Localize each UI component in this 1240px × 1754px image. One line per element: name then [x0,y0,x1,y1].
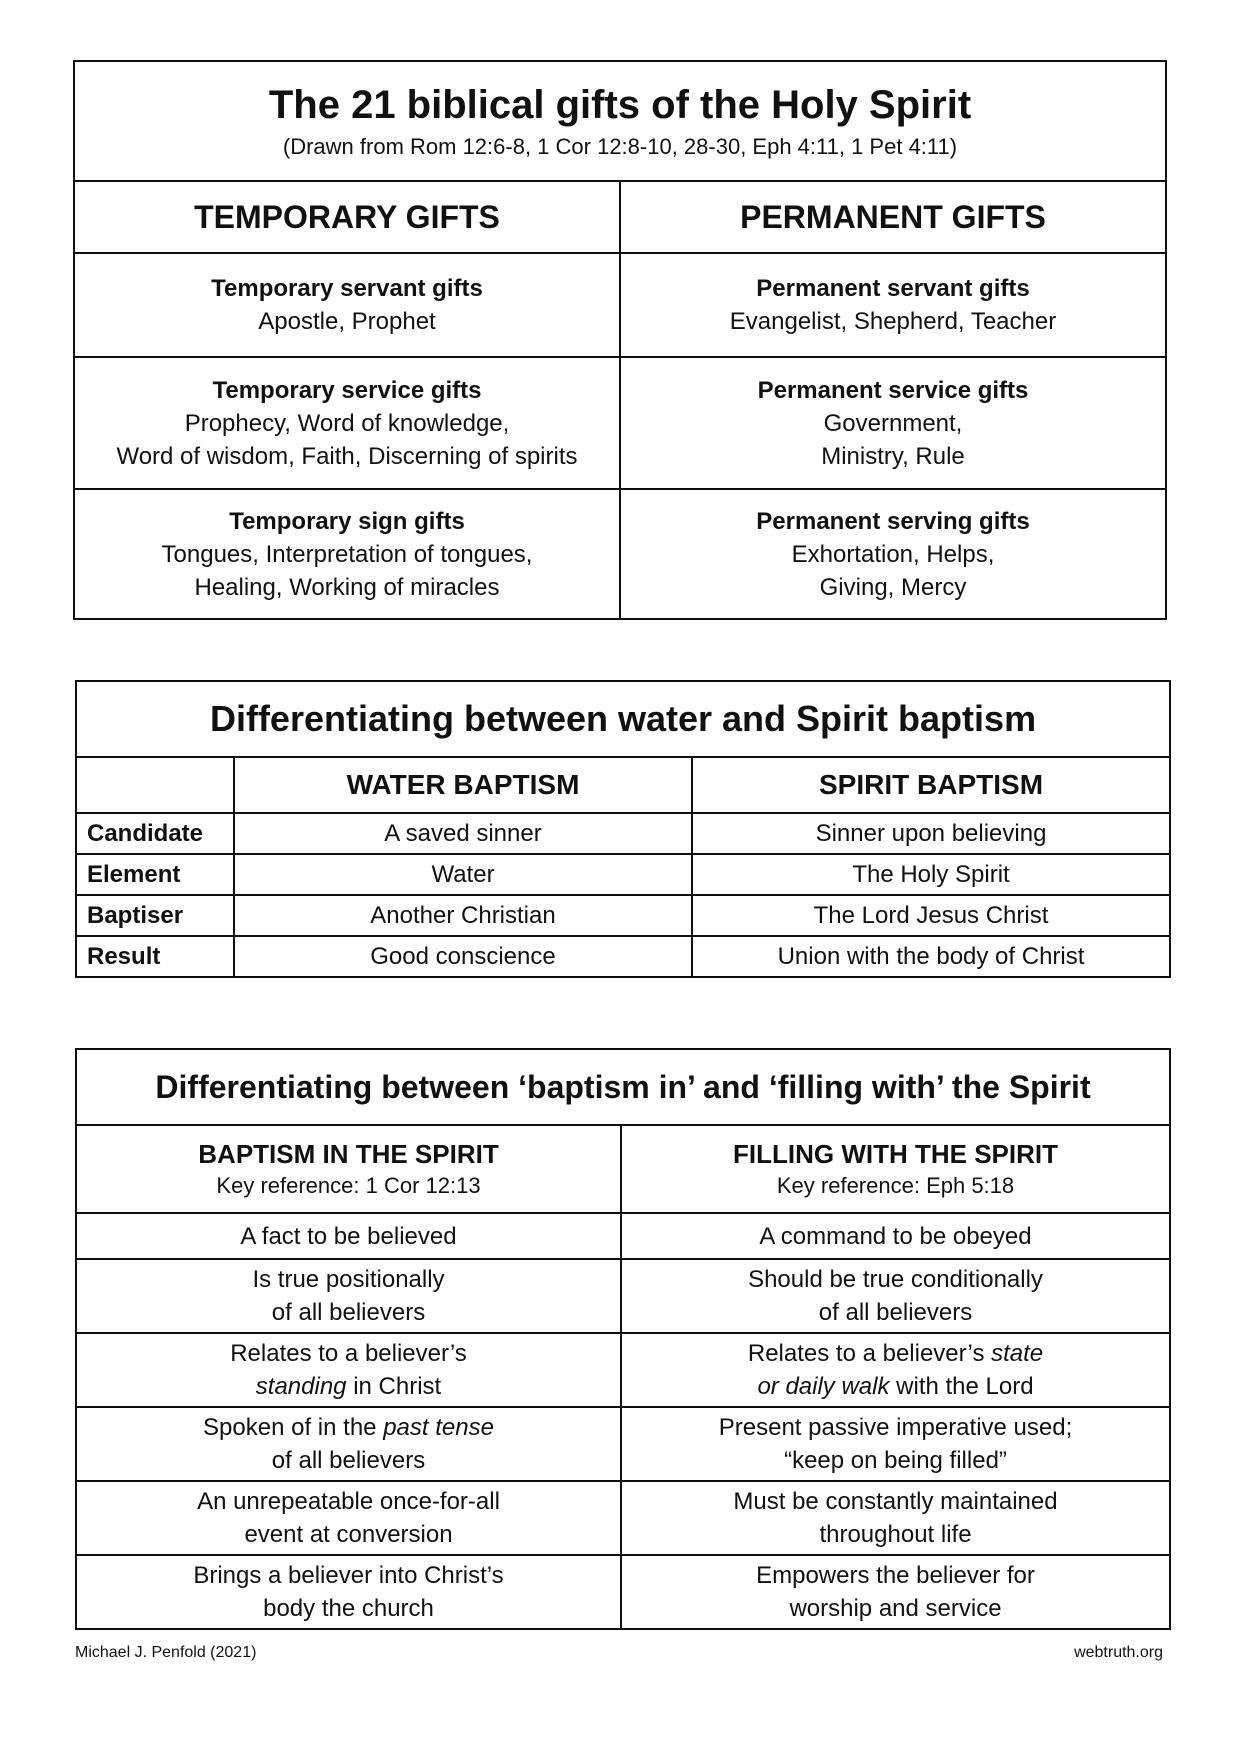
gift-category: Permanent serving gifts [756,507,1030,535]
gift-list: Prophecy, Word of knowledge, [184,409,510,437]
baptism-cell [76,1481,621,1555]
gift-list: Word of wisdom, Faith, Discerning of spirits [116,442,578,470]
spirit-cell: Sinner upon believing [692,813,1170,854]
footer-site: webtruth.org [1074,1644,1163,1661]
cell-line: of all believers [271,1447,426,1474]
cell-line: Should be true conditionally [748,1266,1043,1293]
table-row [76,854,1170,895]
cell-line [622,1337,1169,1370]
cell-line: worship and service [789,1595,1002,1622]
row-label: Result [76,936,234,977]
baptism-table [75,680,1171,978]
emphasis-text: past tense [383,1414,494,1441]
cell-line [77,1411,620,1444]
cell-line: “keep on being filled” [784,1447,1007,1474]
gift-list: Tongues, Interpretation of tongues, [161,540,533,568]
temporary-gifts-header: TEMPORARY GIFTS [74,181,620,253]
baptism-cell: A fact to be believed [76,1213,621,1259]
table-row [76,813,1170,854]
cell-line: Relates to a believer’s [230,1340,467,1367]
cell-text: Spoken of in the [203,1414,384,1441]
filling-cell [621,1481,1170,1555]
filling-cell [621,1407,1170,1481]
baptism-cell [76,1407,621,1481]
water-cell: Another Christian [234,895,692,936]
filling-cell [621,1259,1170,1333]
column-heading: FILLING WITH THE SPIRIT [733,1139,1058,1169]
cell-text: Relates to a believer’s [747,1340,992,1367]
cell-line: Is true positionally [252,1266,445,1293]
table-row [76,1333,1170,1407]
gift-cell [620,357,1166,489]
table-row [76,1481,1170,1555]
cell-text: in Christ [346,1373,442,1400]
baptism-cell [76,1259,621,1333]
gifts-title: The 21 biblical gifts of the Holy Spirit [268,83,972,127]
gifts-subtitle: (Drawn from Rom 12:6-8, 1 Cor 12:8-10, 28-30, Eph 4:11, 1 Pet 4:11) [282,134,958,159]
table-row [76,1213,1170,1259]
gift-category: Temporary sign gifts [229,507,465,535]
table-row [76,936,1170,977]
gift-cell [620,489,1166,619]
spirit-cell: Union with the body of Christ [692,936,1170,977]
filling-table [75,1048,1171,1630]
cell-line [77,1370,620,1403]
table-row [76,1407,1170,1481]
footer-author: Michael J. Penfold (2021) [75,1644,257,1661]
key-reference: Key reference: 1 Cor 12:13 [216,1173,481,1198]
cell-line: body the church [263,1595,434,1622]
emphasis-text: standing [255,1373,347,1400]
emphasis-text: or daily walk [757,1373,890,1400]
water-baptism-header: WATER BAPTISM [234,757,692,813]
row-label: Element [76,854,234,895]
baptism-cell [76,1555,621,1629]
permanent-gifts-header: PERMANENT GIFTS [620,181,1166,253]
empty-header-cell [76,757,234,813]
gift-category: Permanent service gifts [757,376,1029,404]
filling-with-spirit-header [621,1125,1170,1213]
gift-list: Evangelist, Shepherd, Teacher [729,308,1057,335]
cell-line: throughout life [819,1521,972,1548]
filling-title: Differentiating between ‘baptism in’ and ‘filling with’ the Spirit [76,1049,1170,1125]
gift-list: Apostle, Prophet [258,308,436,335]
cell-line: An unrepeatable once-for-all [197,1488,500,1515]
spirit-baptism-header: SPIRIT BAPTISM [692,757,1170,813]
gift-list: Government, [823,409,963,437]
gift-list: Healing, Working of miracles [194,573,500,601]
spirit-cell: The Holy Spirit [692,854,1170,895]
filling-cell [621,1333,1170,1407]
gifts-table [73,60,1167,620]
cell-line: Must be constantly maintained [733,1488,1058,1515]
gift-cell [620,253,1166,357]
row-label: Candidate [76,813,234,854]
filling-cell [621,1555,1170,1629]
row-label: Baptiser [76,895,234,936]
cell-line: of all believers [818,1299,973,1326]
cell-line: event at conversion [244,1521,453,1548]
emphasis-text: state [991,1340,1044,1367]
table-row [76,1259,1170,1333]
baptism-title: Differentiating between water and Spirit baptism [76,681,1170,757]
baptism-in-spirit-header [76,1125,621,1213]
cell-line [622,1370,1169,1403]
table-row [76,895,1170,936]
cell-line: of all believers [271,1299,426,1326]
gifts-title-cell [74,61,1166,181]
gift-category: Temporary service gifts [212,376,482,404]
spirit-cell: The Lord Jesus Christ [692,895,1170,936]
gift-cell [74,489,620,619]
cell-text: with the Lord [889,1373,1034,1400]
gift-list: Giving, Mercy [819,573,967,601]
gift-list: Exhortation, Helps, [791,540,995,568]
key-reference: Key reference: Eph 5:18 [776,1173,1015,1198]
column-heading: BAPTISM IN THE SPIRIT [198,1139,499,1169]
baptism-cell [76,1333,621,1407]
cell-line: Empowers the believer for [756,1562,1035,1589]
gift-cell [74,357,620,489]
cell-line: Present passive imperative used; [718,1414,1073,1441]
gift-category: Temporary servant gifts [211,275,483,302]
water-cell: Good conscience [234,936,692,977]
gift-category: Permanent servant gifts [756,275,1030,302]
water-cell: Water [234,854,692,895]
gift-list: Ministry, Rule [821,442,965,470]
water-cell: A saved sinner [234,813,692,854]
cell-line: Brings a believer into Christ’s [193,1562,504,1589]
table-row [76,1555,1170,1629]
gift-cell [74,253,620,357]
filling-cell: A command to be obeyed [621,1213,1170,1259]
